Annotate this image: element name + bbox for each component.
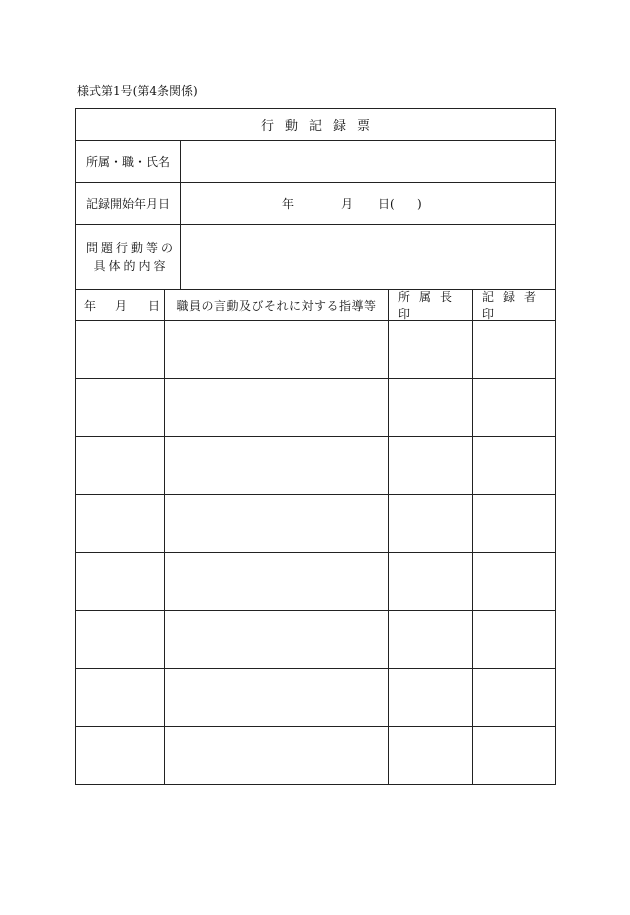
affiliation-row [76, 141, 555, 183]
behavior-details-field[interactable] [181, 225, 555, 289]
start-date-label: 記録開始年月日 [76, 183, 181, 224]
log-guidance-cell[interactable] [165, 553, 389, 610]
start-date-day-label: 日( [378, 197, 395, 211]
log-header-date [76, 290, 165, 320]
table-row [76, 727, 555, 785]
table-row [76, 379, 555, 437]
guidance-log-table [76, 290, 555, 784]
log-header-recorder-seal: 記録者印 [482, 290, 546, 321]
log-head-seal-cell[interactable] [389, 669, 473, 726]
table-row [76, 669, 555, 727]
start-date-row [76, 183, 555, 225]
log-date-cell[interactable] [76, 437, 165, 494]
start-date-month-label: 月 [341, 197, 354, 211]
table-row [76, 553, 555, 611]
log-head-seal-cell[interactable] [389, 321, 473, 378]
table-row [76, 495, 555, 553]
table-row [76, 611, 555, 669]
log-recorder-seal-cell[interactable] [473, 495, 555, 552]
log-guidance-cell[interactable] [165, 321, 389, 378]
start-date-weekday-close: ) [417, 196, 422, 211]
log-recorder-seal-cell[interactable] [473, 321, 555, 378]
log-recorder-seal-cell[interactable] [473, 611, 555, 668]
log-date-cell[interactable] [76, 611, 165, 668]
log-date-cell[interactable] [76, 727, 165, 785]
log-guidance-cell[interactable] [165, 727, 389, 785]
log-header-guidance: 職員の言動及びそれに対する指導等 [165, 290, 389, 320]
log-header-day: 日 [148, 298, 161, 313]
affiliation-label: 所属・職・氏名 [76, 141, 181, 182]
start-date-field[interactable] [181, 183, 555, 224]
log-head-seal-cell[interactable] [389, 437, 473, 494]
log-recorder-seal-cell[interactable] [473, 379, 555, 436]
log-recorder-seal-cell[interactable] [473, 437, 555, 494]
log-recorder-seal-cell[interactable] [473, 727, 555, 785]
form-number: 様式第1号(第4条関係) [77, 84, 198, 98]
log-head-seal-cell[interactable] [389, 553, 473, 610]
log-date-cell[interactable] [76, 379, 165, 436]
log-header-head-seal: 所属長印 [389, 290, 473, 320]
log-head-seal-cell[interactable] [389, 727, 473, 785]
log-date-cell[interactable] [76, 495, 165, 552]
form-title: 行動記録票 [76, 109, 555, 141]
log-head-seal-cell[interactable] [389, 495, 473, 552]
log-head-seal-cell[interactable] [389, 379, 473, 436]
log-guidance-cell[interactable] [165, 495, 389, 552]
log-date-cell[interactable] [76, 321, 165, 378]
behavior-details-label [76, 225, 181, 289]
log-recorder-seal-cell[interactable] [473, 553, 555, 610]
log-guidance-cell[interactable] [165, 437, 389, 494]
behavior-record-form [75, 108, 556, 785]
table-row [76, 321, 555, 379]
log-guidance-cell[interactable] [165, 669, 389, 726]
log-table-header [76, 290, 555, 321]
log-header-year: 年 [84, 298, 97, 313]
log-head-seal-cell[interactable] [389, 611, 473, 668]
start-date-year-label: 年 [282, 197, 295, 211]
log-date-cell[interactable] [76, 669, 165, 726]
log-header-month: 月 [115, 298, 128, 313]
log-guidance-cell[interactable] [165, 379, 389, 436]
behavior-details-row [76, 225, 555, 290]
log-table-body [76, 321, 555, 784]
table-row [76, 437, 555, 495]
log-guidance-cell[interactable] [165, 611, 389, 668]
behavior-details-label-line2: 具体的内容 [93, 259, 169, 273]
log-date-cell[interactable] [76, 553, 165, 610]
behavior-details-label-line1: 問題行動等の [85, 241, 176, 255]
affiliation-field[interactable] [181, 141, 555, 182]
log-recorder-seal-cell[interactable] [473, 669, 555, 726]
